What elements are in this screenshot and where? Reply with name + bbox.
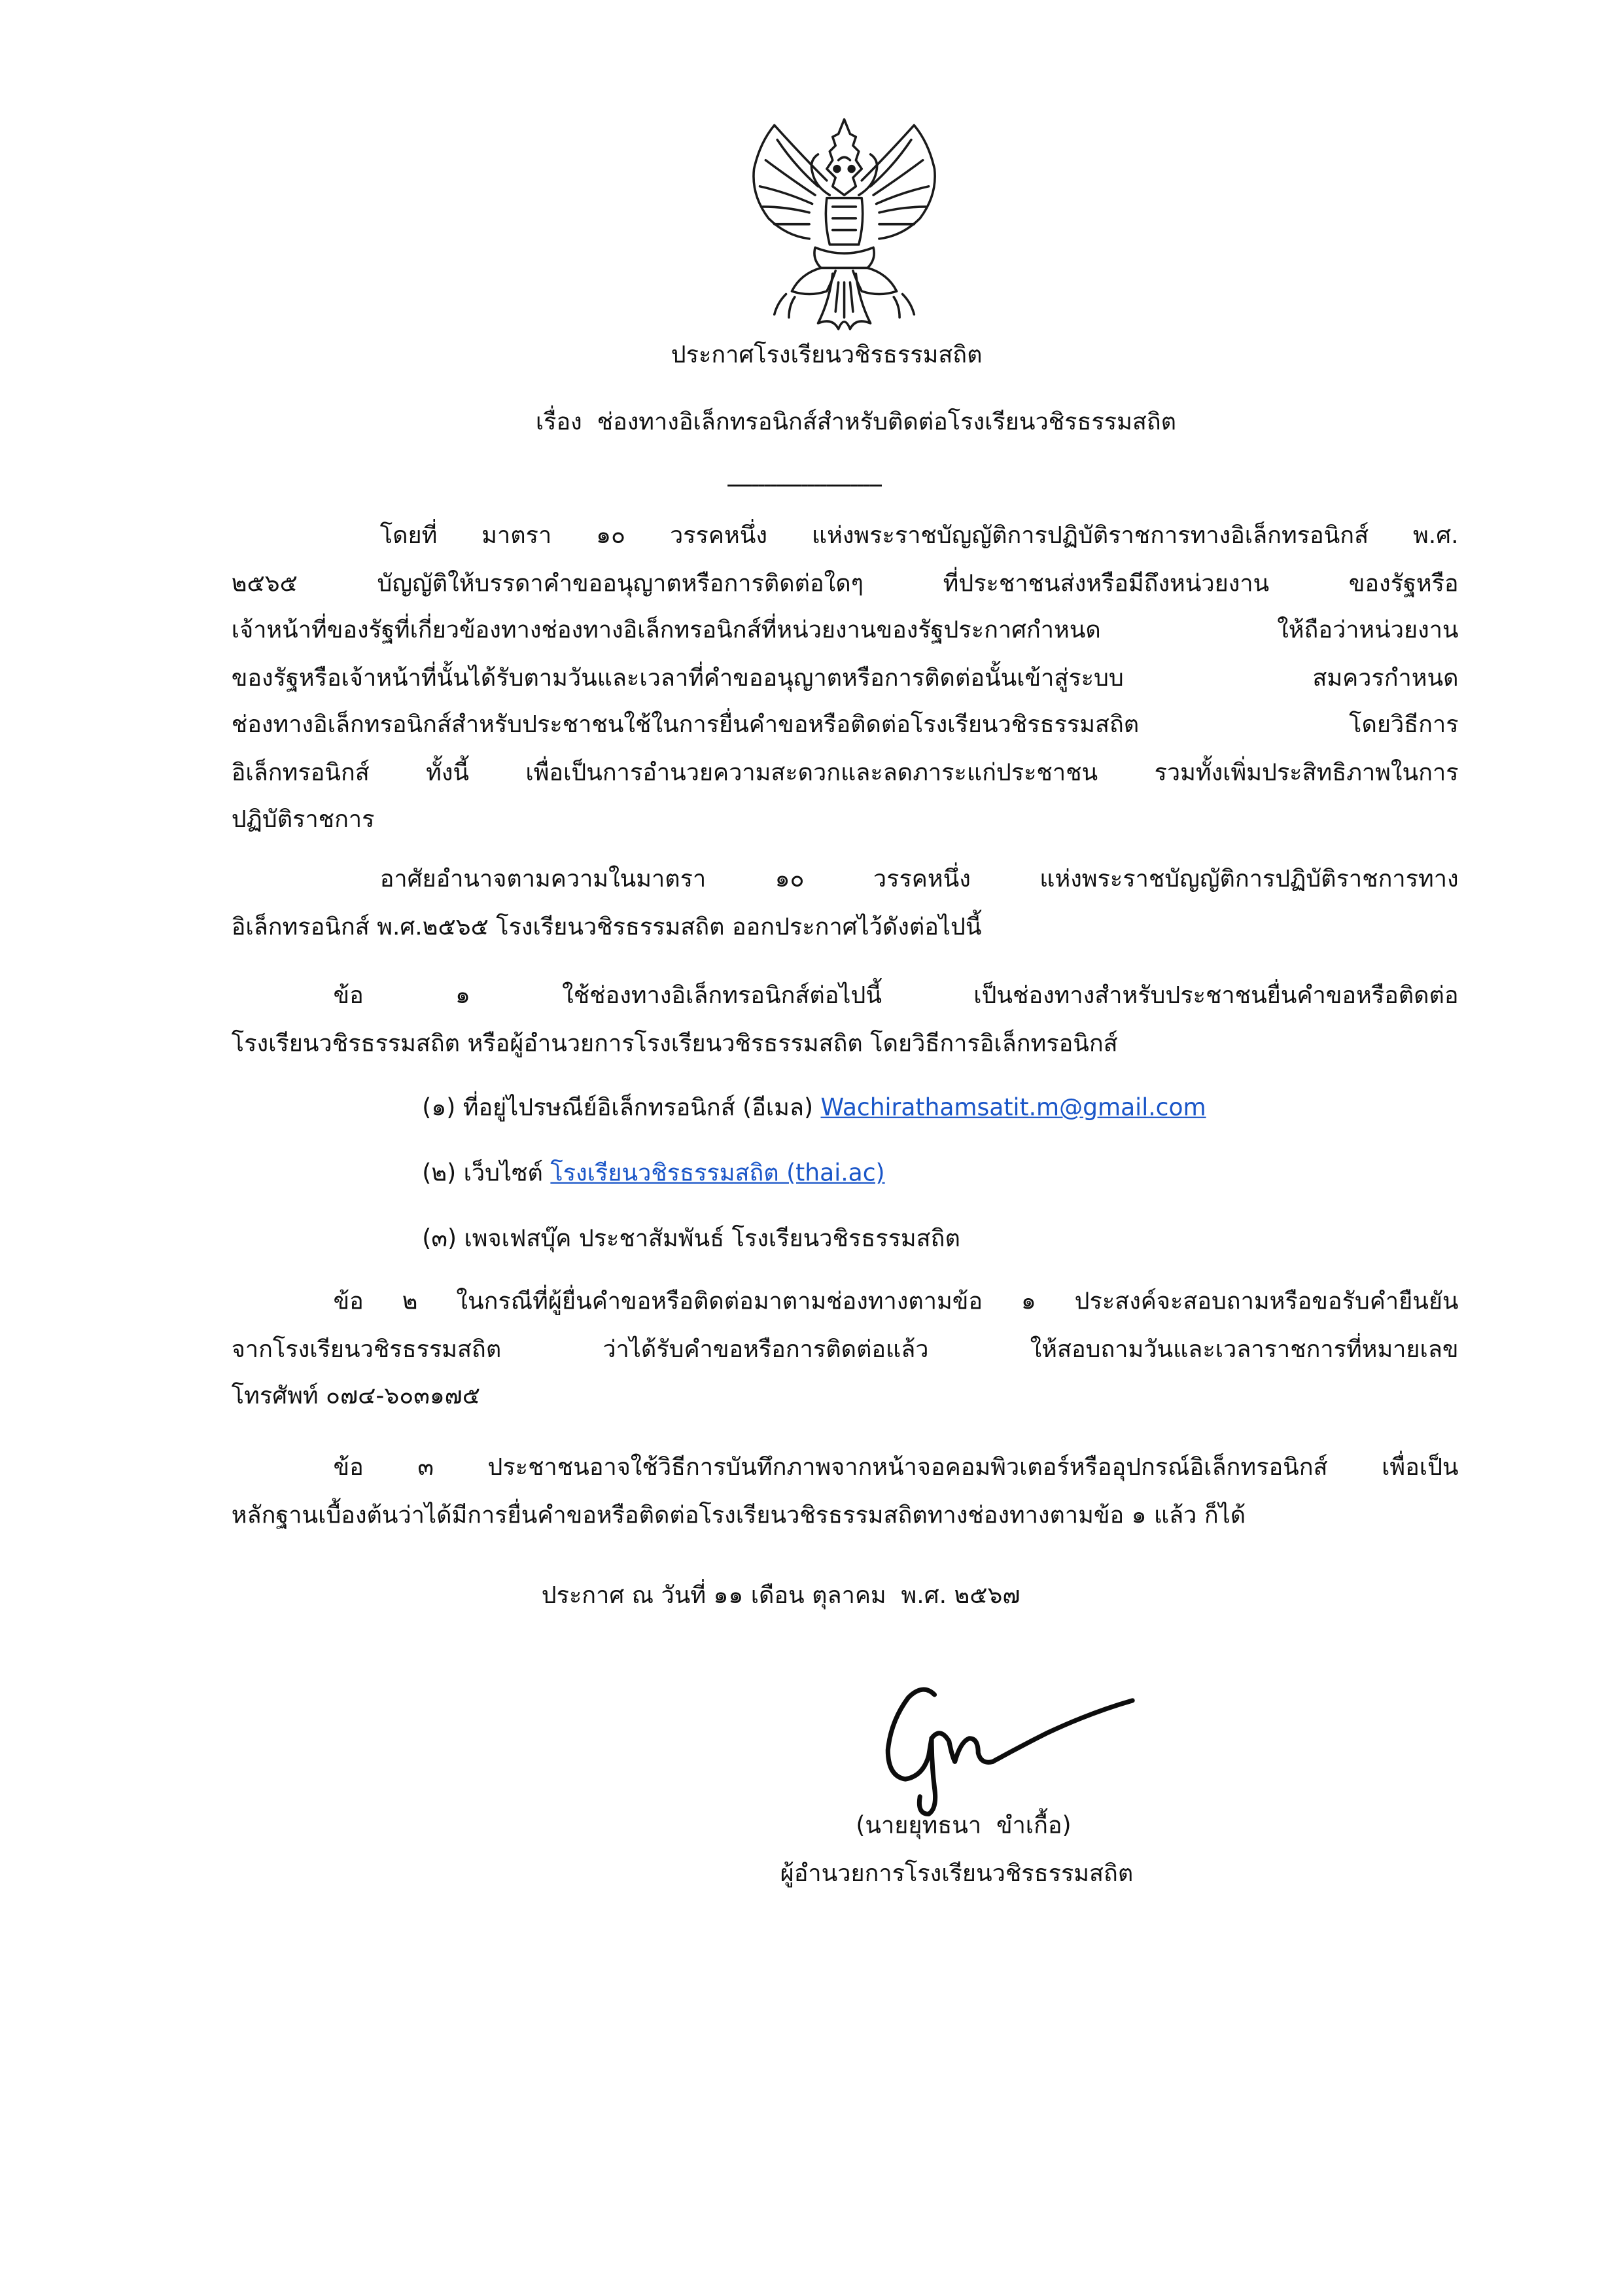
paragraph-line: ข้อ ๒ ในกรณีที่ผู้ยื่นคำขอหรือติดต่อมาตามช่องทางตามข้อ ๑ ประสงค์จะสอบถามหรือขอรับคำยืนยัน <box>333 1286 1459 1315</box>
subject-line <box>536 406 1176 438</box>
channel-item-label: (๑) ที่อยู่ไปรษณีย์อิเล็กทรอนิกส์ (อีเมล) <box>422 1093 821 1122</box>
title-divider: ------------------------- <box>726 470 881 498</box>
paragraph-line: ข้อ ๑ ใช้ช่องทางอิเล็กทรอนิกส์ต่อไปนี้ เป็นช่องทางสำหรับประชาชนยื่นคำขอหรือติดต่อ <box>333 981 1459 1009</box>
paragraph-line: ของรัฐหรือเจ้าหน้าที่นั้นได้รับตามวันและเวลาที่คำขออนุญาตหรือการติดต่อนั้นเข้าสู่ระบบ สมควรกำหนด <box>231 663 1459 691</box>
clause-2-paragraph <box>232 1279 1459 1421</box>
garuda-emblem <box>742 111 947 341</box>
paragraph-line: อาศัยอำนาจตามความในมาตรา ๑๐ วรรคหนึ่ง แห่งพระราชบัญญัติการปฏิบัติราชการทาง <box>379 864 1459 892</box>
paragraph-line: หลักฐานเบื้องต้นว่าได้มีการยื่นคำขอหรือติดต่อโรงเรียนวชิรธรรมสถิตทางช่องทางตามข้อ ๑ แล้ว ก็ได้ <box>231 1500 1246 1528</box>
clause-1-paragraph <box>232 972 1459 1067</box>
announcement-title: ประกาศโรงเรียนวชิรธรรมสถิต <box>671 340 983 368</box>
channel-item-label: (๓) เพจเฟสบุ๊ค ประชาสัมพันธ์ โรงเรียนวชิรธรรมสถิต <box>422 1224 960 1252</box>
paragraph-line: โดยที่ มาตรา ๑๐ วรรคหนึ่ง แห่งพระราชบัญญัติการปฏิบัติราชการทางอิเล็กทรอนิกส์ พ.ศ. <box>379 521 1459 549</box>
channel-item-facebook <box>422 1223 960 1255</box>
subject-text: ช่องทางอิเล็กทรอนิกส์สำหรับติดต่อโรงเรียนวชิรธรรมสถิต <box>597 408 1177 436</box>
paragraph-line: เจ้าหน้าที่ของรัฐที่เกี่ยวข้องทางช่องทางอิเล็กทรอนิกส์ที่หน่วยงานของรัฐประกาศกำหนด ให้ถือว่าหน่วยงาน <box>231 616 1459 644</box>
paragraph-line: ๒๕๖๕ บัญญัติให้บรรดาคำขออนุญาตหรือการติดต่อใดๆ ที่ประชาชนส่งหรือมีถึงหน่วยงาน ของรัฐหรือ <box>231 568 1459 597</box>
channel-item-website <box>422 1157 884 1190</box>
authority-paragraph <box>232 856 1459 951</box>
announcement-date: ประกาศ ณ วันที่ ๑๑ เดือน ตุลาคม พ.ศ. ๒๕๖๗ <box>541 1581 1021 1609</box>
paragraph-line: ข้อ ๓ ประชาชนอาจใช้วิธีการบันทึกภาพจากหน้าจอคอมพิวเตอร์หรืออุปกรณ์อิเล็กทรอนิกส์ เพื่อเป็น <box>333 1453 1459 1481</box>
signatory-name: (นายยุทธนา ขำเกื้อ) <box>856 1811 1072 1839</box>
signatory-position: ผู้อำนวยการโรงเรียนวชิรธรรมสถิต <box>780 1859 1134 1887</box>
channel-item-email <box>422 1092 1206 1124</box>
paragraph-line: อิเล็กทรอนิกส์ พ.ศ.๒๕๖๕ โรงเรียนวชิรธรรมสถิต ออกประกาศไว้ดังต่อไปนี้ <box>231 912 982 940</box>
paragraph-line: ช่องทางอิเล็กทรอนิกส์สำหรับประชาชนใช้ในการยื่นคำขอหรือติดต่อโรงเรียนวชิรธรรมสถิต โดยวิธีการ <box>231 710 1459 739</box>
subject-label: เรื่อง <box>535 408 582 436</box>
paragraph-line: โรงเรียนวชิรธรรมสถิต หรือผู้อำนวยการโรงเรียนวชิรธรรมสถิต โดยวิธีการอิเล็กทรอนิกส์ <box>231 1029 1118 1057</box>
handwritten-signature <box>873 1674 1150 1820</box>
channel-item-label: (๒) เว็บไซต์ <box>422 1159 551 1187</box>
email-link[interactable]: Wachirathamsatit.m@gmail.com <box>820 1093 1206 1122</box>
paragraph-line: โทรศัพท์ ๐๗๔-๖๐๓๑๗๕ <box>231 1381 481 1409</box>
preamble-paragraph <box>232 512 1459 843</box>
paragraph-line: ปฏิบัติราชการ <box>231 805 375 833</box>
clause-3-paragraph <box>232 1444 1459 1539</box>
paragraph-line: อิเล็กทรอนิกส์ ทั้งนี้ เพื่อเป็นการอำนวยความสะดวกและลดภาระแก่ประชาชน รวมทั้งเพิ่มประสิทธิภาพในการ <box>231 758 1459 786</box>
paragraph-line: จากโรงเรียนวชิรธรรมสถิต ว่าได้รับคำขอหรือการติดต่อแล้ว ให้สอบถามวันและเวลาราชการที่หมายเลข <box>231 1334 1459 1362</box>
website-link[interactable]: โรงเรียนวชิรธรรมสถิต (thai.ac) <box>550 1159 885 1187</box>
